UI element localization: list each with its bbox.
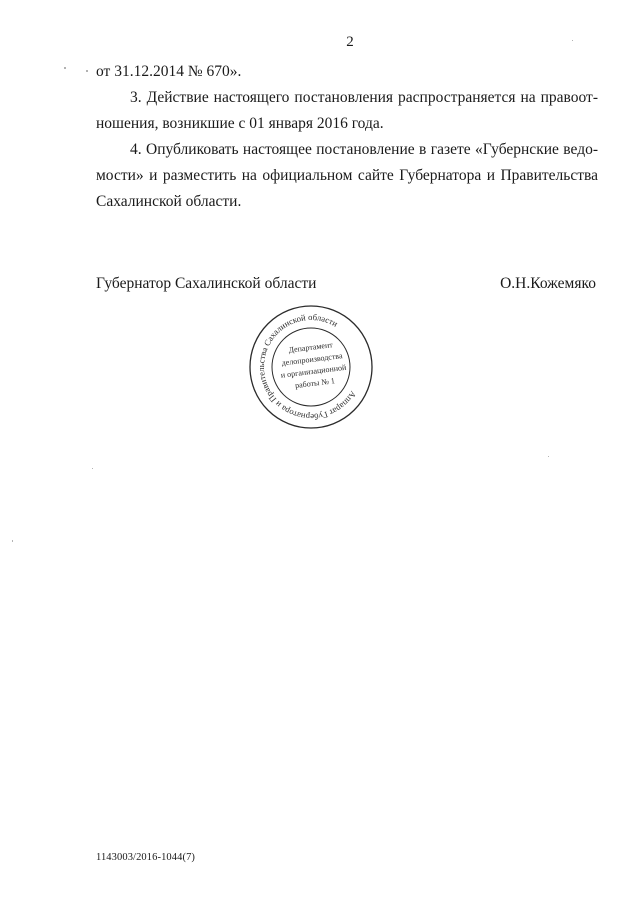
page-number: 2 bbox=[346, 34, 354, 50]
scan-speck bbox=[92, 468, 93, 469]
signer-title: Губернатор Сахалинской области bbox=[96, 275, 317, 292]
stamp-center-line-4: работы № 1 bbox=[294, 376, 336, 391]
item-3-line-1: 3. Действие настоящего постановления распространяется на правоот- bbox=[130, 89, 598, 106]
scan-speck bbox=[572, 40, 573, 41]
official-stamp bbox=[246, 302, 376, 432]
stamp-center-line-1: Департамент bbox=[288, 340, 334, 355]
scan-speck bbox=[548, 456, 549, 457]
scan-speck bbox=[12, 540, 13, 542]
item-4-line-1: 4. Опубликовать настоящее постановление в газете «Губернские ведо- bbox=[130, 141, 598, 158]
stamp-center-line-2: делопроизводства bbox=[281, 351, 343, 368]
stamp-ring-text: Аппарат Губернатора и Правительства Сахалинской области bbox=[255, 311, 359, 423]
document-id: 1143003/2016-1044(7) bbox=[96, 852, 196, 863]
stamp-center-line-3: и организационной bbox=[280, 362, 347, 380]
scan-speck bbox=[64, 67, 66, 69]
item-4-line-3: Сахалинской области. bbox=[96, 193, 242, 210]
paragraph-continuation: от 31.12.2014 № 670». bbox=[96, 63, 242, 80]
signer-name: О.Н.Кожемяко bbox=[500, 275, 596, 292]
item-3-line-2: ношения, возникшие с 01 января 2016 года. bbox=[96, 115, 384, 132]
scan-speck bbox=[86, 70, 88, 72]
item-4-line-2: мости» и разместить на официальном сайте Губернатора и Правительства bbox=[96, 167, 598, 184]
